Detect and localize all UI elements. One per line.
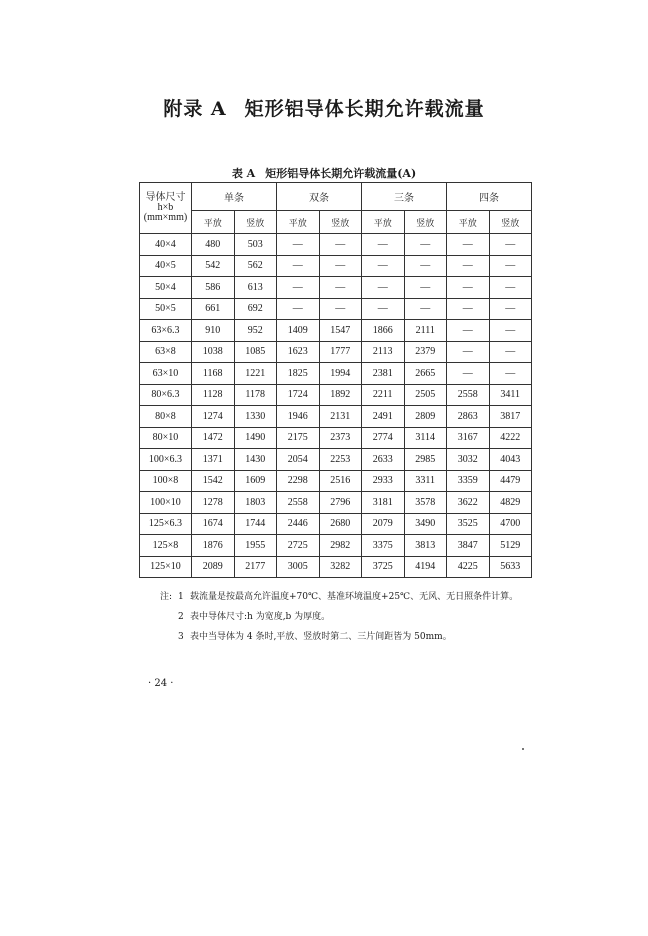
ampacity-cell: —	[489, 298, 532, 320]
conductor-size-cell: 50×5	[140, 298, 192, 320]
ampacity-cell: 2131	[319, 406, 362, 428]
table-row	[140, 535, 532, 557]
ampacity-cell: 4829	[489, 492, 532, 514]
conductor-size-cell: 125×6.3	[140, 513, 192, 535]
ampacity-cell: 4479	[489, 470, 532, 492]
table-subheader-row	[140, 211, 532, 234]
ampacity-cell: 1168	[192, 363, 235, 385]
ampacity-cell: —	[404, 298, 447, 320]
ampacity-cell: —	[404, 234, 447, 256]
ampacity-cell: 2491	[362, 406, 405, 428]
ampacity-cell: 1994	[319, 363, 362, 385]
subheader-cell: 竖放	[234, 211, 277, 234]
conductor-size-cell: 50×4	[140, 277, 192, 299]
subheader-cell: 平放	[362, 211, 405, 234]
ampacity-cell: 4222	[489, 427, 532, 449]
ampacity-cell: 503	[234, 234, 277, 256]
table-row	[140, 341, 532, 363]
ampacity-cell: 2796	[319, 492, 362, 514]
note-text: 表中当导体为 4 条时,平放、竖放时第二、三片间距皆为 50mm。	[190, 632, 452, 642]
group-header-triple: 三条	[362, 183, 447, 211]
ampacity-cell: 3622	[447, 492, 490, 514]
table-title: 矩形铝导体长期允许载流量(A)	[265, 167, 417, 180]
appendix-title: 矩形铝导体长期允许载流量	[244, 98, 485, 120]
ampacity-cell: 2505	[404, 384, 447, 406]
ampacity-cell: 542	[192, 255, 235, 277]
ampacity-cell: 5129	[489, 535, 532, 557]
ampacity-cell: —	[489, 234, 532, 256]
ampacity-cell: 2982	[319, 535, 362, 557]
table-row	[140, 513, 532, 535]
subheader-cell: 平放	[192, 211, 235, 234]
appendix-label: 附录 A	[163, 98, 227, 120]
ampacity-cell: 562	[234, 255, 277, 277]
conductor-size-cell: 100×10	[140, 492, 192, 514]
table-row	[140, 492, 532, 514]
note-item	[160, 630, 550, 644]
ampacity-cell: 2054	[277, 449, 320, 471]
page-number: · 24 ·	[148, 678, 174, 689]
table-row	[140, 255, 532, 277]
ampacity-cell: —	[362, 277, 405, 299]
conductor-size-cell: 125×8	[140, 535, 192, 557]
ampacity-cell: —	[447, 363, 490, 385]
conductor-size-cell: 100×6.3	[140, 449, 192, 471]
ampacity-cell: 2933	[362, 470, 405, 492]
note-text: 载流量是按最高允许温度+70℃、基准环境温度+25℃、无风、无日照条件计算。	[190, 592, 519, 602]
ampacity-cell: 1128	[192, 384, 235, 406]
ampacity-cell: 1946	[277, 406, 320, 428]
ampacity-cell: 2298	[277, 470, 320, 492]
ampacity-cell: —	[319, 234, 362, 256]
ampacity-cell: 2111	[404, 320, 447, 342]
ampacity-cell: 1892	[319, 384, 362, 406]
conductor-size-cell: 40×5	[140, 255, 192, 277]
ampacity-cell: —	[447, 320, 490, 342]
ampacity-cell: 2446	[277, 513, 320, 535]
ampacity-cell: 910	[192, 320, 235, 342]
ampacity-cell: 3032	[447, 449, 490, 471]
ampacity-cell: 2809	[404, 406, 447, 428]
ampacity-cell: —	[447, 255, 490, 277]
ampacity-cell: 1278	[192, 492, 235, 514]
ampacity-cell: —	[362, 255, 405, 277]
group-header-single: 单条	[192, 183, 277, 211]
ampacity-cell: 1371	[192, 449, 235, 471]
ampacity-cell: 1803	[234, 492, 277, 514]
conductor-size-cell: 80×10	[140, 427, 192, 449]
ampacity-cell: —	[319, 277, 362, 299]
ampacity-cell: 2253	[319, 449, 362, 471]
ampacity-cell: 3359	[447, 470, 490, 492]
table-row	[140, 470, 532, 492]
ampacity-cell: 2665	[404, 363, 447, 385]
ampacity-cell: 2089	[192, 556, 235, 578]
ampacity-cell: 2558	[277, 492, 320, 514]
ampacity-cell: —	[447, 298, 490, 320]
ampacity-cell: 1547	[319, 320, 362, 342]
subheader-cell: 竖放	[319, 211, 362, 234]
ampacity-cell: 1221	[234, 363, 277, 385]
ampacity-cell: 4043	[489, 449, 532, 471]
ampacity-cell: —	[447, 277, 490, 299]
group-header-quad: 四条	[447, 183, 532, 211]
ampacity-cell: 3813	[404, 535, 447, 557]
ampacity-cell: 692	[234, 298, 277, 320]
ampacity-cell: 2381	[362, 363, 405, 385]
ampacity-cell: —	[277, 255, 320, 277]
note-item	[160, 590, 550, 604]
ampacity-cell: 3725	[362, 556, 405, 578]
subheader-cell: 平放	[277, 211, 320, 234]
table-row	[140, 406, 532, 428]
ampacity-cell: 3005	[277, 556, 320, 578]
ampacity-cell: 1609	[234, 470, 277, 492]
ampacity-cell: 661	[192, 298, 235, 320]
table-row	[140, 427, 532, 449]
ampacity-cell: —	[447, 234, 490, 256]
appendix-heading	[0, 94, 648, 121]
conductor-size-cell: 63×6.3	[140, 320, 192, 342]
ampacity-cell: 1866	[362, 320, 405, 342]
ampacity-cell: 2725	[277, 535, 320, 557]
ampacity-cell: 1876	[192, 535, 235, 557]
ampacity-cell: 4194	[404, 556, 447, 578]
ampacity-cell: —	[362, 298, 405, 320]
notes-lead: 注:	[160, 592, 173, 602]
ampacity-cell: 3578	[404, 492, 447, 514]
table-row	[140, 363, 532, 385]
table-notes	[160, 590, 550, 650]
ampacity-cell: 3167	[447, 427, 490, 449]
ampacity-cell: —	[489, 341, 532, 363]
ampacity-cell: —	[277, 298, 320, 320]
table-row	[140, 234, 532, 256]
group-header-double: 双条	[277, 183, 362, 211]
ampacity-cell: 3114	[404, 427, 447, 449]
note-item	[160, 610, 550, 624]
ampacity-cell: 1274	[192, 406, 235, 428]
ampacity-cell: —	[489, 255, 532, 277]
ampacity-cell: 613	[234, 277, 277, 299]
ampacity-cell: 2680	[319, 513, 362, 535]
ampacity-table	[139, 182, 532, 578]
ampacity-cell: 3525	[447, 513, 490, 535]
ampacity-cell: 4700	[489, 513, 532, 535]
ampacity-cell: 586	[192, 277, 235, 299]
ampacity-cell: —	[362, 234, 405, 256]
table-caption	[0, 165, 648, 181]
subheader-cell: 竖放	[489, 211, 532, 234]
ampacity-cell: 2211	[362, 384, 405, 406]
ampacity-cell: —	[489, 277, 532, 299]
ampacity-cell: 2863	[447, 406, 490, 428]
ampacity-cell: 1955	[234, 535, 277, 557]
ampacity-cell: —	[447, 341, 490, 363]
conductor-size-cell: 125×10	[140, 556, 192, 578]
subheader-cell: 平放	[447, 211, 490, 234]
ampacity-cell: 2985	[404, 449, 447, 471]
ampacity-cell: 2379	[404, 341, 447, 363]
subheader-cell: 竖放	[404, 211, 447, 234]
ampacity-cell: 1825	[277, 363, 320, 385]
ampacity-cell: 1178	[234, 384, 277, 406]
conductor-size-cell: 63×10	[140, 363, 192, 385]
ampacity-cell: 1490	[234, 427, 277, 449]
ampacity-cell: 3375	[362, 535, 405, 557]
size-column-header: 导体尺寸 h×b (mm×mm)	[140, 183, 192, 234]
ampacity-cell: 2079	[362, 513, 405, 535]
ampacity-cell: 2633	[362, 449, 405, 471]
note-number: 3	[178, 632, 184, 642]
table-row	[140, 556, 532, 578]
ampacity-cell: 5633	[489, 556, 532, 578]
ampacity-cell: 1674	[192, 513, 235, 535]
ampacity-cell: 4225	[447, 556, 490, 578]
ampacity-cell: 1430	[234, 449, 277, 471]
note-number: 1	[178, 592, 184, 602]
conductor-size-cell: 80×8	[140, 406, 192, 428]
conductor-size-cell: 80×6.3	[140, 384, 192, 406]
ampacity-cell: 1724	[277, 384, 320, 406]
ampacity-cell: 1038	[192, 341, 235, 363]
conductor-size-cell: 40×4	[140, 234, 192, 256]
ampacity-cell: 3311	[404, 470, 447, 492]
conductor-size-cell: 63×8	[140, 341, 192, 363]
conductor-size-cell: 100×8	[140, 470, 192, 492]
table-row	[140, 277, 532, 299]
ampacity-cell: —	[489, 363, 532, 385]
ampacity-cell: 2177	[234, 556, 277, 578]
ampacity-cell: 3282	[319, 556, 362, 578]
table-row	[140, 320, 532, 342]
ampacity-cell: 2175	[277, 427, 320, 449]
table-body	[140, 234, 532, 578]
ampacity-cell: 1623	[277, 341, 320, 363]
table-row	[140, 384, 532, 406]
ampacity-cell: —	[319, 255, 362, 277]
ampacity-cell: 952	[234, 320, 277, 342]
ampacity-cell: —	[489, 320, 532, 342]
note-text: 表中导体尺寸:h 为宽度,b 为厚度。	[190, 612, 331, 622]
ampacity-cell: 3490	[404, 513, 447, 535]
ampacity-cell: 1472	[192, 427, 235, 449]
ampacity-cell: —	[404, 255, 447, 277]
ampacity-cell: 2774	[362, 427, 405, 449]
ampacity-cell: 2516	[319, 470, 362, 492]
table-row	[140, 449, 532, 471]
ampacity-cell: —	[277, 277, 320, 299]
ampacity-cell: 1409	[277, 320, 320, 342]
ampacity-cell: 1085	[234, 341, 277, 363]
ampacity-cell: —	[277, 234, 320, 256]
ampacity-cell: 3411	[489, 384, 532, 406]
ampacity-cell: 1542	[192, 470, 235, 492]
table-row	[140, 298, 532, 320]
ampacity-cell: —	[404, 277, 447, 299]
ampacity-cell: 1330	[234, 406, 277, 428]
ampacity-cell: 3181	[362, 492, 405, 514]
ampacity-cell: 1777	[319, 341, 362, 363]
scan-speck	[522, 748, 524, 750]
ampacity-cell: 1744	[234, 513, 277, 535]
ampacity-cell: 2113	[362, 341, 405, 363]
ampacity-cell: 2373	[319, 427, 362, 449]
note-number: 2	[178, 612, 184, 622]
ampacity-cell: —	[319, 298, 362, 320]
table-label: 表 A	[231, 167, 256, 180]
ampacity-cell: 3847	[447, 535, 490, 557]
table-header-row	[140, 183, 532, 211]
ampacity-cell: 3817	[489, 406, 532, 428]
ampacity-cell: 2558	[447, 384, 490, 406]
ampacity-cell: 480	[192, 234, 235, 256]
